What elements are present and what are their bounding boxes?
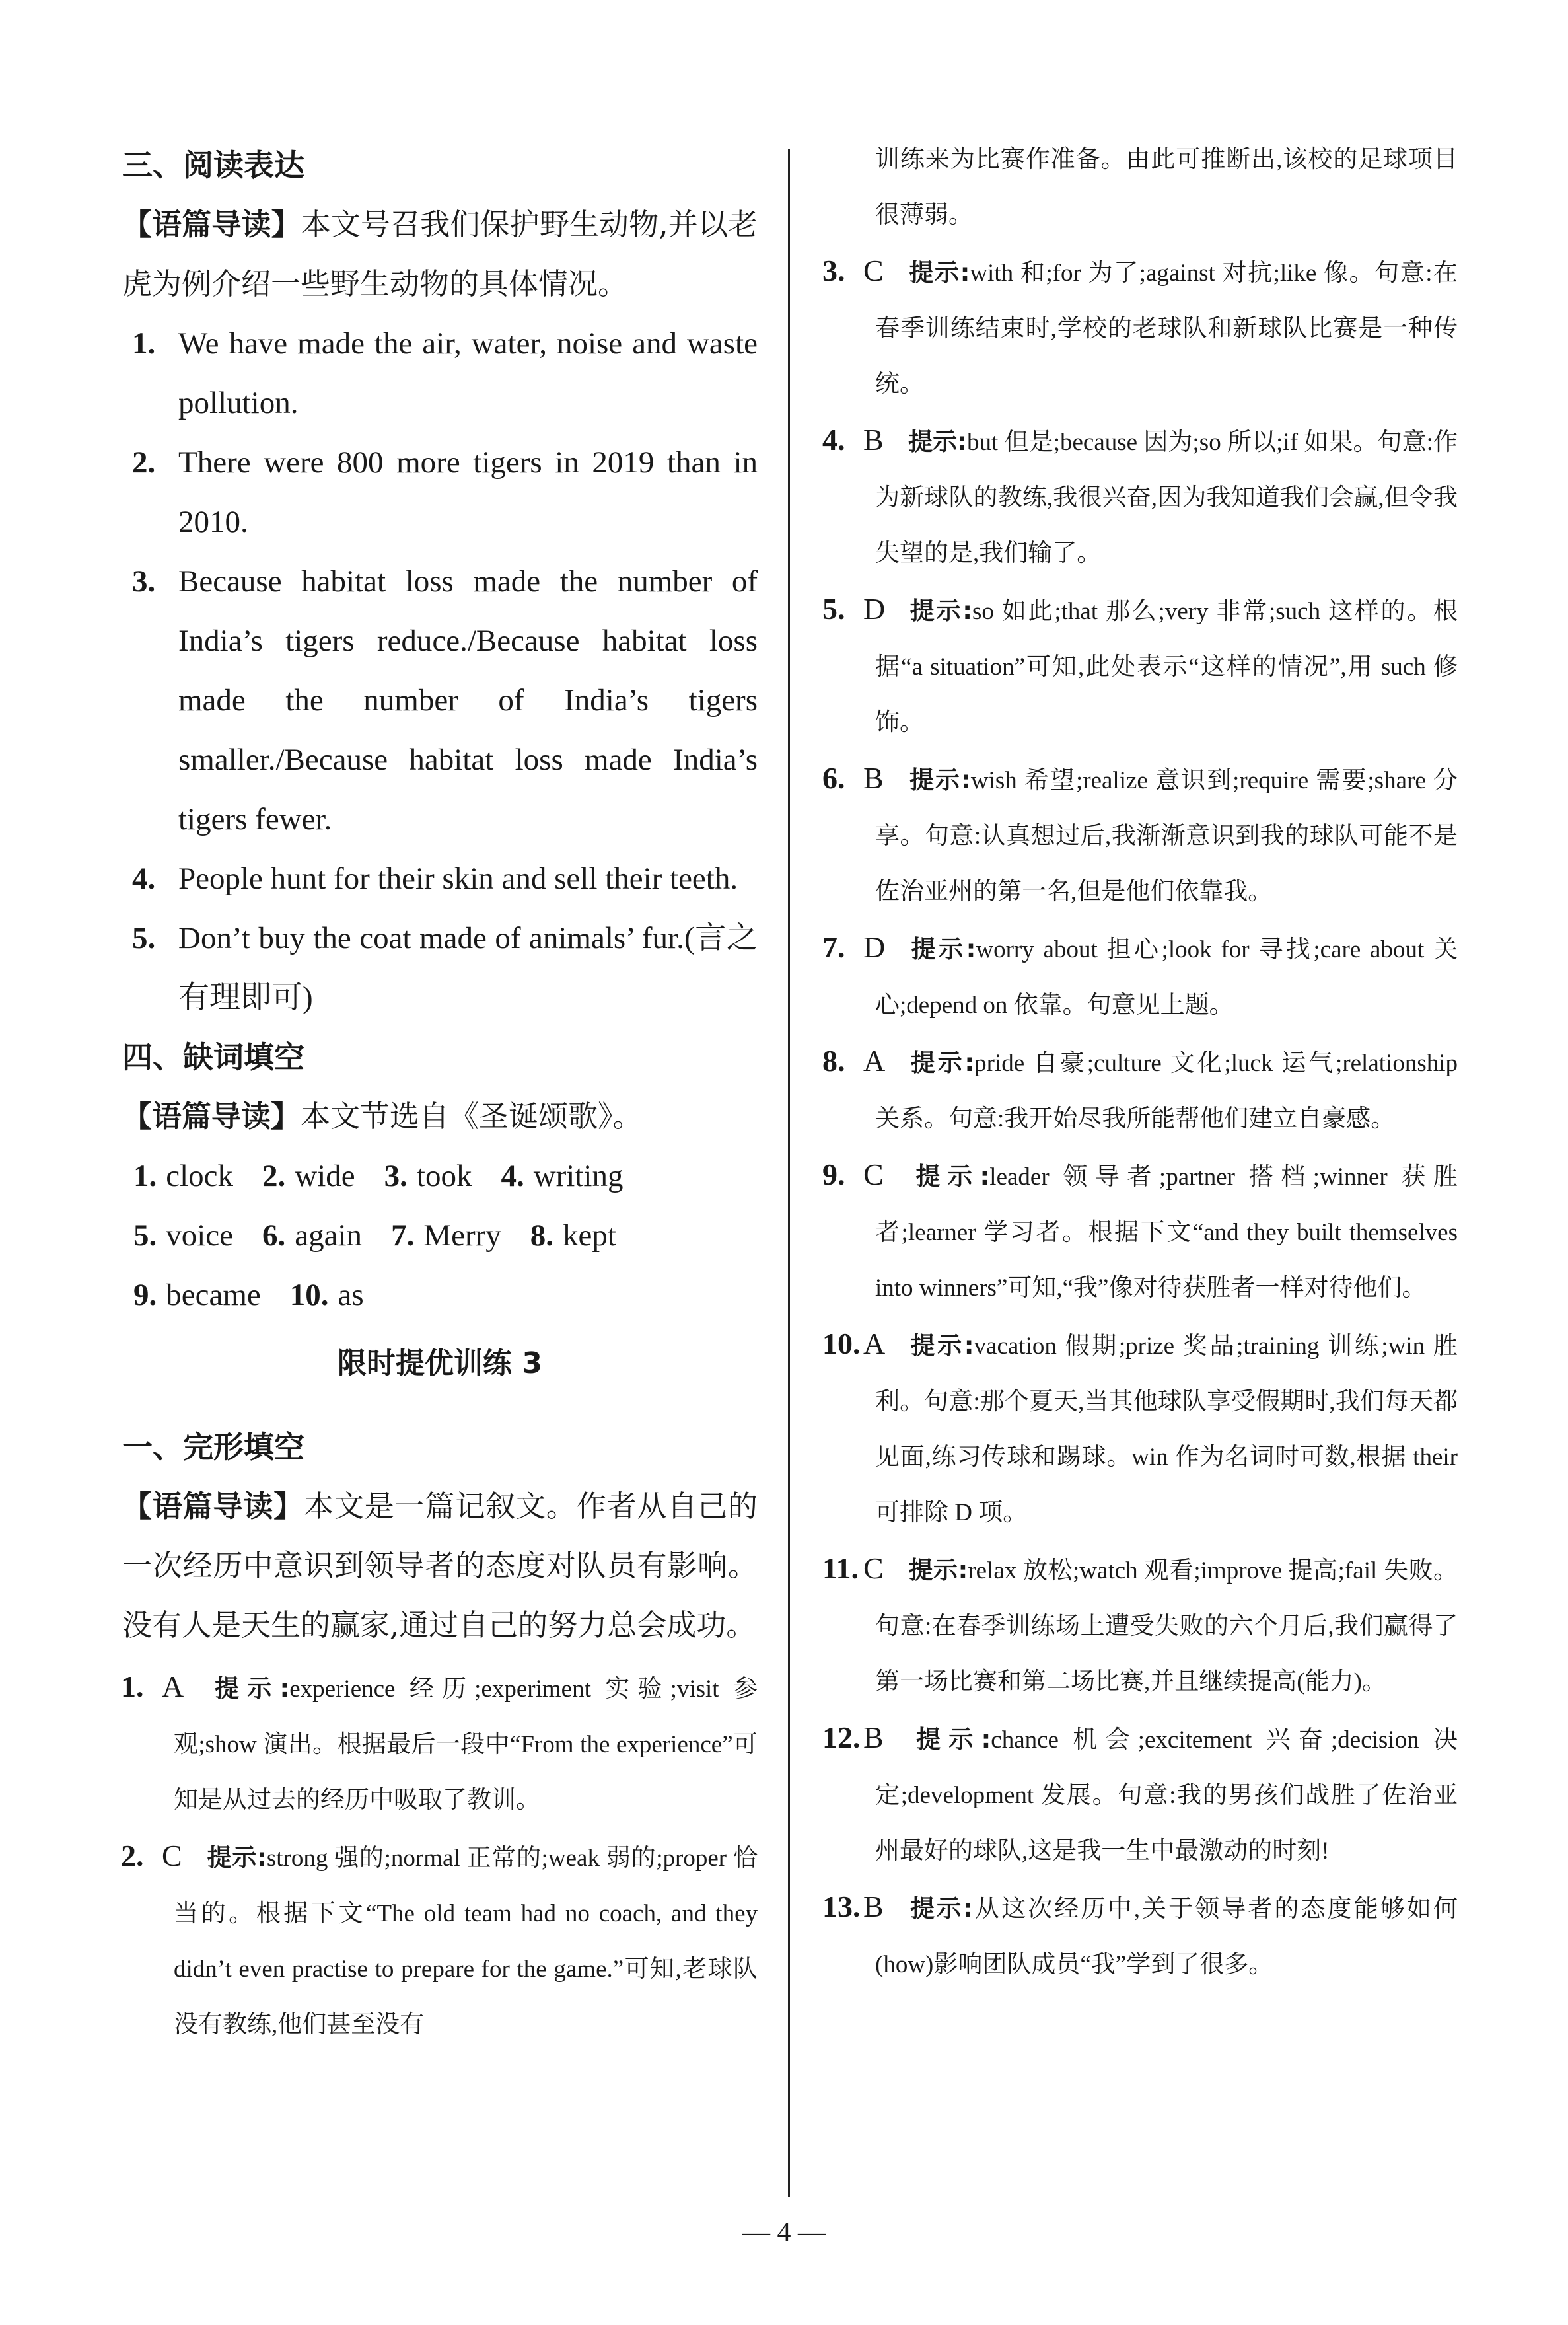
answer-letter: D: [863, 592, 886, 626]
answer-letter: A: [863, 1327, 886, 1360]
reading-guide: [122, 195, 758, 314]
hint-text: chance 机会;excitement 兴奋;decision 决定;development 发展。句意:我的男孩们战胜了佐治亚州最好的球队,这是我一生中最激动的时刻!: [875, 1726, 1458, 1864]
question-item: [822, 243, 1458, 412]
answer-letter: B: [863, 1720, 884, 1754]
guide-label: 【语篇导读】: [122, 1489, 304, 1524]
continued-text: 训练来为比赛作准备。由此可推断出,该校的足球项目很薄弱。: [875, 146, 1458, 229]
hint-label: 提示:: [908, 1331, 974, 1360]
guide-text: 本文是一篇记叙文。作者从自己的一次经历中意识到领导者的态度对队员有影响。没有人是天生的赢家,通过自己的努力总会成功。: [122, 1489, 758, 1642]
blank-number: 2.: [262, 1159, 286, 1193]
answer-letter: A: [863, 1044, 886, 1078]
blank-word: again: [295, 1218, 363, 1253]
answer-text: Don’t buy the coat made of animals’ fur.(言之有理即可): [178, 921, 758, 1015]
blank-number: 5.: [133, 1218, 157, 1253]
blank-row: [133, 1146, 758, 1206]
question-number: 10.: [822, 1327, 861, 1360]
hint-text: 从这次经历中,关于领导者的态度能够如何(how)影响团队成员“我”学到了很多。: [875, 1896, 1458, 1978]
blank-word: voice: [166, 1218, 234, 1253]
guide-label: 【语篇导读】: [122, 207, 301, 242]
blank-row: [133, 1265, 758, 1325]
blank-word: Merry: [423, 1218, 501, 1253]
question-number: 4.: [822, 423, 845, 457]
question-item: [822, 1316, 1458, 1541]
answer-text: People hunt for their skin and sell their teeth.: [178, 862, 738, 896]
blank-word: took: [416, 1159, 472, 1193]
question-number: 5.: [822, 592, 845, 626]
blank-word: clock: [166, 1159, 234, 1193]
blank-answer: [133, 1278, 261, 1312]
hint-text: strong 强的;normal 正常的;weak 弱的;proper 恰当的。根据下文“The old team had no coach, and they didn’t even practise to prepare for the game.”可知,老球队没有教练,他们甚至没有: [174, 1845, 758, 2038]
question-number: 1.: [121, 1670, 144, 1703]
answer-number: 3.: [132, 564, 156, 599]
question-item: [121, 1659, 758, 1828]
blank-number: 9.: [133, 1278, 157, 1312]
question-number: 3.: [822, 254, 845, 287]
hint-text: relax 放松;watch 观看;improve 提高;fail 失败。句意:在春季训练场上遭受失败的六个月后,我们赢得了第一场比赛和第二场比赛,并且继续提高(能力)。: [875, 1557, 1458, 1695]
answer-item: [121, 908, 758, 1027]
hint-label: 提示:: [908, 597, 972, 625]
blank-answer: [391, 1218, 501, 1253]
hint-label: 提示:: [908, 935, 976, 963]
question-item: [822, 1879, 1458, 1993]
hint-label: 提示:: [908, 1556, 968, 1584]
blank-number: 4.: [501, 1159, 524, 1193]
exercise-title: 限时提优训练 3: [338, 1347, 542, 1380]
blank-answer: [262, 1159, 355, 1193]
reading-guide: [122, 1477, 758, 1655]
answer-item: [121, 314, 758, 433]
blank-row: [133, 1206, 758, 1265]
question-number: 2.: [121, 1839, 144, 1872]
question-item: [822, 751, 1458, 920]
blank-answer: [290, 1278, 364, 1312]
hint-label: 提示:: [908, 258, 970, 287]
blank-number: 1.: [133, 1159, 157, 1193]
question-item: [822, 1541, 1458, 1710]
question-item: [822, 1147, 1458, 1316]
column-divider: [788, 149, 790, 2197]
hint-label: 提示:: [207, 1843, 267, 1872]
question-number: 13.: [822, 1890, 861, 1923]
hint-text: so 如此;that 那么;very 非常;such 这样的。根据“a situation”可知,此处表示“这样的情况”,用 such 修饰。: [875, 598, 1458, 736]
answer-text: We have made the air, water, noise and waste pollution.: [178, 326, 758, 420]
question-number: 11.: [822, 1551, 859, 1585]
blank-number: 3.: [384, 1159, 408, 1193]
question-number: 12.: [822, 1720, 861, 1754]
blank-number: 7.: [391, 1218, 415, 1253]
blank-answer: [133, 1159, 233, 1193]
answer-letter: C: [863, 254, 884, 287]
answer-number: 1.: [132, 326, 156, 361]
hint-text: pride 自豪;culture 文化;luck 运气;relationship 关系。句意:我开始尽我所能帮他们建立自豪感。: [875, 1050, 1458, 1132]
reading-guide: [122, 1087, 758, 1146]
right-column: [822, 132, 1458, 1993]
section-heading: 三、阅读表达: [122, 147, 304, 183]
answer-item: [121, 849, 758, 908]
hint-text: worry about 担心;look for 寻找;care about 关心;depend on 依靠。句意见上题。: [875, 936, 1458, 1019]
hint-text: leader 领导者;partner 搭档;winner 获胜者;learner 学习者。根据下文“and they built themselves into winners”可知,“我”像对待获胜者一样对待他们。: [875, 1163, 1458, 1302]
blank-word: as: [338, 1278, 364, 1312]
blank-word: writing: [533, 1159, 624, 1193]
hint-label: 提示:: [908, 766, 971, 794]
hint-label: 提示:: [908, 1894, 974, 1923]
question-number: 9.: [822, 1158, 845, 1191]
hint-text: vacation 假期;prize 奖品;training 训练;win 胜利。句意:那个夏天,当其他球队享受假期时,我们每天都见面,练习传球和踢球。win 作为名词时可数,根据 their 可排除 D 项。: [875, 1333, 1458, 1526]
answer-number: 2.: [132, 445, 156, 480]
answer-text: There were 800 more tigers in 2019 than in 2010.: [178, 445, 758, 539]
question-item: [121, 1828, 758, 2053]
blank-answer: [262, 1218, 362, 1253]
guide-text: 本文号召我们保护野生动物,并以老虎为例介绍一些野生动物的具体情况。: [122, 207, 758, 301]
question-item: [822, 1033, 1458, 1147]
hint-text: with 和;for 为了;against 对抗;like 像。句意:在春季训练结束时,学校的老球队和新球队比赛是一种传统。: [875, 260, 1458, 398]
question-item: [822, 581, 1458, 751]
answer-letter: A: [162, 1670, 184, 1703]
section-heading: 四、缺词填空: [122, 1039, 304, 1075]
question-item: [822, 1710, 1458, 1879]
answer-letter: B: [863, 1890, 884, 1923]
section-heading: 一、完形填空: [122, 1429, 304, 1465]
hint-label: 提示:: [908, 427, 967, 456]
guide-label: 【语篇导读】: [122, 1099, 301, 1134]
guide-text: 本文节选自《圣诞颂歌》。: [301, 1099, 643, 1134]
blank-word: became: [166, 1278, 261, 1312]
blank-answer: [501, 1159, 623, 1193]
blank-word: kept: [563, 1218, 616, 1253]
page-number: — 4 —: [742, 2217, 826, 2248]
hint-text: wish 希望;realize 意识到;require 需要;share 分享。句意:认真想过后,我渐渐意识到我的球队可能不是佐治亚州的第一名,但是他们依靠我。: [875, 767, 1458, 905]
answer-letter: B: [863, 761, 884, 795]
answer-letter: B: [863, 423, 884, 457]
blank-number: 10.: [289, 1278, 329, 1312]
hint-label: 提示:: [908, 1049, 975, 1077]
question-number: 6.: [822, 761, 845, 795]
answer-letter: C: [162, 1839, 182, 1872]
answer-item: [121, 433, 758, 552]
question-number: 8.: [822, 1044, 845, 1078]
hint-label: 提示:: [908, 1725, 991, 1753]
hint-text: but 但是;because 因为;so 所以;if 如果。句意:作为新球队的教练,我很兴奋,因为我知道我们会赢,但令我失望的是,我们输了。: [875, 429, 1458, 567]
blank-number: 6.: [262, 1218, 286, 1253]
hint-label: 提示:: [908, 1162, 990, 1191]
answer-letter: C: [863, 1158, 884, 1191]
hint-label: 提示:: [207, 1674, 290, 1703]
question-item: [822, 920, 1458, 1033]
answer-number: 5.: [132, 921, 156, 955]
answer-item: [121, 552, 758, 849]
blank-number: 8.: [530, 1218, 554, 1253]
answer-letter: D: [863, 930, 886, 964]
blank-answers: [122, 1146, 758, 1325]
blank-answer: [530, 1218, 616, 1253]
question-item: [822, 412, 1458, 581]
blank-answer: [384, 1159, 472, 1193]
question-number: 7.: [822, 930, 845, 964]
blank-answer: [133, 1218, 233, 1253]
answer-number: 4.: [132, 862, 156, 896]
hint-text: experience 经历;experiment 实验;visit 参观;show 演出。根据最后一段中“From the experience”可知是从过去的经历中吸取了教训。: [174, 1676, 758, 1814]
answer-letter: C: [863, 1551, 884, 1585]
blank-word: wide: [295, 1159, 355, 1193]
left-column: [122, 135, 758, 2053]
answer-text: Because habitat loss made the number of India’s tigers reduce./Because habitat loss made the number of India’s tigers smaller./Because habitat loss made India’s tigers fewer.: [178, 564, 758, 836]
